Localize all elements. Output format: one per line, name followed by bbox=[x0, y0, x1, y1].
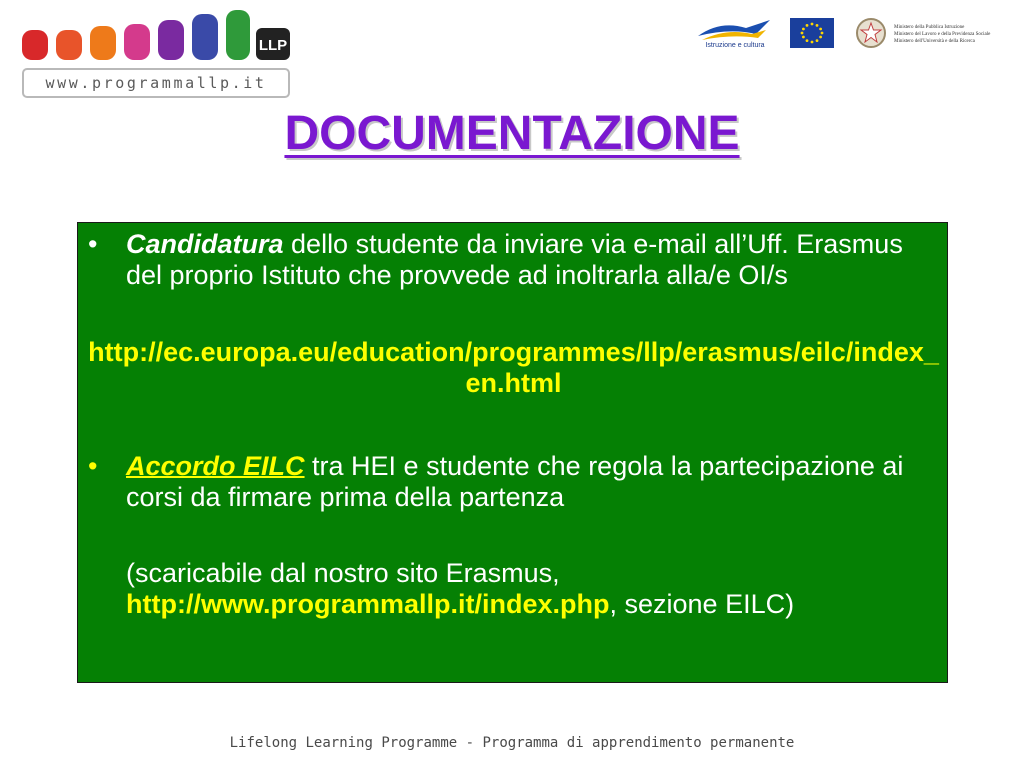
italian-republic-emblem-icon bbox=[854, 16, 888, 50]
download-note bbox=[126, 558, 916, 620]
eu-flag-icon bbox=[790, 18, 834, 48]
note-prefix: (scaricabile dal nostro sito Erasmus, bbox=[126, 558, 560, 588]
bullet-term: Candidatura bbox=[126, 229, 284, 259]
note-suffix: , sezione EILC) bbox=[609, 589, 795, 619]
llp-url-text: www.programmallp.it bbox=[22, 68, 290, 98]
bullet-text bbox=[126, 451, 926, 513]
bullet-dot: • bbox=[88, 229, 98, 259]
eilc-url-link[interactable]: http://ec.europa.eu/education/programmes/llp/erasmus/eilc/index_en.html bbox=[88, 337, 939, 398]
ministero-line: Ministero della Pubblica Istruzione bbox=[894, 25, 965, 30]
llp-logo bbox=[20, 8, 292, 98]
bullet-text bbox=[126, 229, 926, 291]
bullet-description: tra HEI e studente che regola la partecipazione ai corsi da firmare prima della partenza bbox=[126, 451, 904, 512]
ministero-line: Ministero dell'Università e della Ricerca bbox=[894, 39, 975, 44]
partner-logos bbox=[690, 12, 1010, 58]
bullet-dot: • bbox=[88, 451, 98, 481]
bullet-term[interactable]: Accordo EILC bbox=[126, 451, 305, 481]
slide-title: DOCUMENTAZIONE bbox=[284, 107, 740, 160]
footer-text: Lifelong Learning Programme - Programma di apprendimento permanente bbox=[229, 735, 795, 751]
bullet-description: dello studente da inviare via e-mail all’Uff. Erasmus del proprio Istituto che provvede ad inoltrarla alla/e OI/s bbox=[126, 229, 903, 290]
istruzione-cultura-caption: Istruzione e cultura bbox=[705, 42, 765, 49]
ministero-text bbox=[894, 24, 1014, 45]
programmallp-url-link[interactable]: http://www.programmallp.it/index.php bbox=[126, 589, 610, 619]
ministero-line: Ministero del Lavoro e della Previdenza Sociale bbox=[894, 32, 991, 37]
content-box bbox=[77, 222, 948, 683]
llp-badge-text: LLP bbox=[258, 37, 288, 54]
llp-logo-shapes bbox=[20, 8, 292, 66]
